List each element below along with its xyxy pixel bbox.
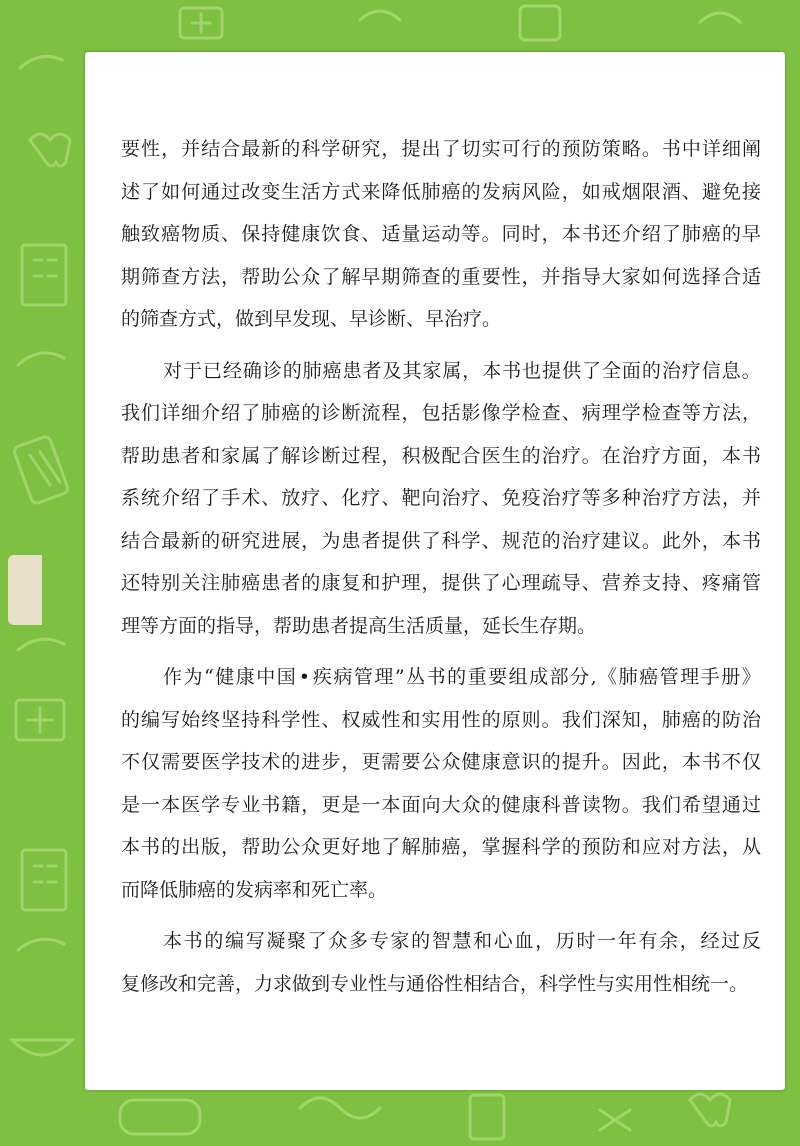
text-line: 而降低肺癌的发病率和死亡率。 xyxy=(121,878,388,901)
text-line: 本 书 的 编 写 凝 聚 了 众 多 专 家 的 智 慧 和 心 血 ， 历 时 一 年 有 余 ， 经 过 反 xyxy=(163,930,761,952)
text-line: 触 致 癌 物 质 、 保 持 健 康 饮 食 、 适 量 运 动 等 。 同 时 ， 本 书 还 介 绍 了 肺 癌 的 早 xyxy=(121,223,761,245)
eyebrow-doodle-icon xyxy=(18,639,64,650)
text-line: 理等方面的指导，帮助患者提高生活质量，延长生存期。 xyxy=(121,614,597,637)
book-page xyxy=(85,52,785,1090)
text-line: 系 统 介 绍 了 手 术 、 放 疗 、 化 疗 、 靶 向 治 疗 、 免 疫 治 疗 等 多 种 治 疗 方 法 ， 并 xyxy=(121,487,761,509)
hospital-building-icon xyxy=(22,850,66,910)
text-line: 复修改和完善，力求做到专业性与通俗性相结合，科学性与实用性相统一。 xyxy=(121,972,749,995)
text-line: 要 性 ， 并 结 合 最 新 的 科 学 研 究 ， 提 出 了 切 实 可 行 的 预 防 策 略 。 书 中 详 细 阐 xyxy=(121,138,761,160)
medicine-bottle-icon xyxy=(470,1095,504,1139)
page-edge-tab xyxy=(8,555,42,625)
bandage-icon xyxy=(120,1100,200,1134)
text-line: 对 于 已 经 确 诊 的 肺 癌 患 者 及 其 家 属 ， 本 书 也 提 供 了 全 面 的 治 疗 信 息 。 xyxy=(163,359,761,382)
text-line: 帮 助 患 者 和 家 属 了 解 诊 断 过 程 ， 积 极 配 合 医 生 的 治 疗 。 在 治 疗 方 面 ， 本 书 xyxy=(121,444,761,467)
eyebrow-doodle-icon xyxy=(20,56,62,68)
text-line: 期 筛 查 方 法 ， 帮 助 公 众 了 解 早 期 筛 查 的 重 要 性 ， 并 指 导 大 家 如 何 选 择 合 适 xyxy=(121,265,761,288)
hospital-building-icon xyxy=(22,245,66,305)
paragraph xyxy=(121,920,761,1005)
eyebrow-doodle-icon xyxy=(18,939,64,950)
text-line: 作 为 “ 健 康 中 国 • 疾 病 管 理 ” 丛 书 的 重 要 组 成 部 分 , 《 肺 癌 管 理 手 册 》 xyxy=(163,666,761,688)
text-line: 的筛查方式，做到早发现、早诊断、早治疗。 xyxy=(121,308,502,330)
paragraph xyxy=(121,128,761,341)
paragraph xyxy=(121,656,761,911)
page-body-text xyxy=(121,128,761,1005)
text-line: 是 一 本 医 学 专 业 书 籍 ， 更 是 一 本 面 向 大 众 的 健 康 科 普 读 物 。 我 们 希 望 通 过 xyxy=(121,793,761,816)
text-line: 的 编 写 始 终 坚 持 科 学 性 、 权 威 性 和 实 用 性 的 原 则 。 我 们 深 知 ， 肺 癌 的 防 治 xyxy=(121,708,761,731)
paragraph xyxy=(121,350,761,648)
text-line: 我 们 详 细 介 绍 了 肺 癌 的 诊 断 流 程 ， 包 括 影 像 学 检 查 、 病 理 学 检 查 等 方 法 ， xyxy=(121,402,761,424)
text-line: 本 书 的 出 版 ， 帮 助 公 众 更 好 地 了 解 肺 癌 ， 掌 握 科 学 的 预 防 和 应 对 方 法 ， 从 xyxy=(121,836,761,858)
text-line: 述 了 如 何 通 过 改 变 生 活 方 式 来 降 低 肺 癌 的 发 病 风 险 ， 如 戒 烟 限 酒 、 避 免 接 xyxy=(121,180,761,203)
text-line: 结 合 最 新 的 研 究 进 展 ， 为 患 者 提 供 了 科 学 、 规 范 的 治 疗 建 议 。 此 外 ， 本 书 xyxy=(121,529,761,552)
eyebrow-doodle-icon xyxy=(18,353,64,365)
text-line: 还 特 别 关 注 肺 癌 患 者 的 康 复 和 护 理 ， 提 供 了 心 理 疏 导 、 营 养 支 持 、 疼 痛 管 xyxy=(121,572,761,594)
tooth-doodle-icon xyxy=(690,1094,730,1126)
text-line: 不 仅 需 要 医 学 技 术 的 进 步 ， 更 需 要 公 众 健 康 意 识 的 提 升 。 因 此 ， 本 书 不 仅 xyxy=(121,751,761,773)
tooth-doodle-icon xyxy=(30,134,70,166)
bowl-icon xyxy=(12,1040,72,1055)
